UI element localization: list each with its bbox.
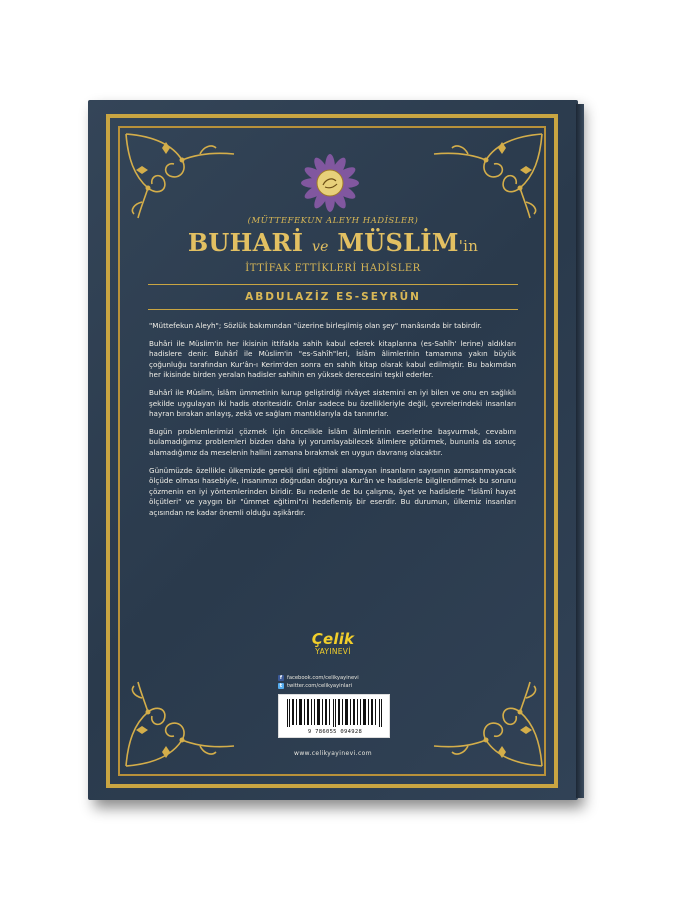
title-conjunction: ve [311,239,329,255]
book-subtitle: İTTİFAK ETTİKLERİ HADİSLER [245,263,421,274]
barcode-bars-icon [287,699,383,727]
title-divider [148,284,518,285]
title-part-muslim: MÜSLİM [328,228,459,257]
title-part-buhari: BUHARİ [187,228,312,257]
corner-ornament-icon [122,130,242,220]
book-edge [576,104,584,798]
blurb-paragraph: Bugün problemlerimizi çözmek için öncelikle İslâm âlimlerinin eserlerine başvurmak, cevabını bulamadığımız problemleri bizden daha iyi yorumlayabilecek âlimlere götürmek, bununla da sonuç alamadığımız da meselenin hallini zamana bırakmak en uygun davranış olacaktır. [149,426,516,457]
title-suffix: 'in [458,237,479,255]
book-title [88,228,578,257]
blurb-paragraph: Günümüzde özellikle ülkemizde gerekli dini eğitimi alamayan insanların sayısının azımsanmayacak ölçüde olması hasebiyle, insanımızı doğrudan doğruya Kur'ân ve hadislerle bilgilendirmek bu sorunu çözmenin en iyi yöntemlerinden biridir. Bu nedenle de bu çalışma, âyet ve hadislerle "İslâmî hayat ölçütleri" ve yaygın bir "ümmet eğitimi"ni hedeflemiş bir eserdir. Bu durumun, ülkemiz insanları açısından ne kadar önemli olduğu aşikârdır. [149,465,516,517]
series-subtitle: (MÜTTEFEKUN ALEYH HADİSLER) [247,216,419,226]
corner-ornament-icon [426,130,546,220]
rosette-medallion-icon [299,152,361,214]
blurb-text [149,321,516,526]
facebook-row [278,674,398,682]
blurb-paragraph: "Müttefekun Aleyh"; Sözlük bakımından "üzerine birleşilmiş olan şey" manâsında bir tabirdir. [149,321,482,330]
twitter-icon: t [279,683,283,689]
book-back-cover [88,100,578,800]
blurb-paragraph: Buhârî ile Müslim, İslâm ümmetinin kurup geliştirdiği rivâyet sistemini en iyi bilen ve onu en sağlıklı şekilde uygulayan iki hadis otoritesidir. Onlar sadece bu özellikleriyle değil, çevrelerindeki insanları hayran bırakan anlayış, zekâ ve sağlam mantıklarıyla da tanınırlar. [149,387,516,419]
publisher-website: www.celikyayinevi.com [294,750,372,757]
publisher-logo [288,631,378,656]
twitter-row [278,682,398,690]
publisher-name: Çelik [311,630,355,648]
publisher-subname: YAYINEVİ [315,647,351,656]
isbn-barcode [278,694,390,738]
facebook-link: facebook.com/celikyayinevi [287,675,359,681]
author-divider [148,309,518,310]
social-links [278,674,398,690]
twitter-link: twitter.com/celikyayinlari [287,683,353,689]
blurb-paragraph: Buhâri ile Müslim'in her ikisinin ittifakla sahih kabul ederek kitaplarına (es-Sahîh' lerine) aldıkları hadislere denir. Buhârî ile Müslim'in "es-Sahîh"leri, İslâm âlimlerinin tamamına yakın büyük çoğunluğu tarafından Kur'ân-ı Kerim'den sonra en sahih kitap olarak kabul edilmiştir. Bu bakımdan her ikisinde birden yeralan hadisler sahihin en yüksek derecesini teşkil ederler. [149,338,516,380]
facebook-icon: f [279,675,283,681]
isbn-number: 9 786055 094928 [307,729,363,735]
author-name: ABDULAZİZ ES-SEYRÛN [245,291,421,303]
